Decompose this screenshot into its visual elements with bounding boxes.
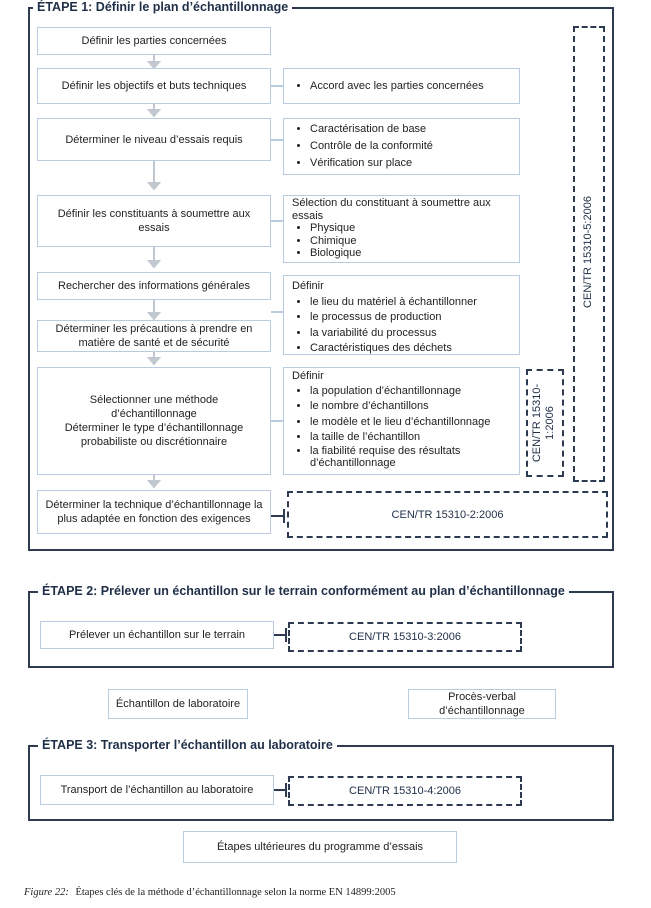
stage2-title: ÉTAPE 2: Prélever un échantillon sur le terrain conformément au plan d’échantillonnage [38, 584, 569, 598]
detail-item: • Chimique [310, 235, 511, 248]
detail-item: • le nombre d’échantillons [310, 399, 511, 414]
stage1-title: ÉTAPE 1: Définir le plan d’échantillonnage [33, 0, 292, 14]
figure-caption-text: Étapes clés de la méthode d’échantillonnage selon la norme EN 14899:2005 [75, 887, 396, 898]
final-step: Étapes ultérieures du programme d’essais [183, 831, 457, 863]
step-test-level: Déterminer le niveau d’essais requis [37, 118, 271, 161]
output-lab-sample: Échantillon de laboratoire [108, 689, 248, 719]
step-sampling-method [37, 367, 271, 475]
step-constituents: Définir les constituants à soumettre aux essais [37, 195, 271, 247]
step-define-objectives: Définir les objectifs et buts techniques [37, 68, 271, 104]
detail-intro: Définir [292, 280, 324, 292]
detail-item: • Caractérisation de base [310, 122, 511, 136]
connector-tick [271, 139, 283, 141]
ref-part4-connector-cap [285, 783, 287, 797]
detail-intro: Sélection du constituant à soumettre aux essais [292, 197, 491, 222]
detail-constituents [283, 195, 520, 263]
detail-item: • la fiabilité requise des résultats d’échantillonnage [310, 445, 511, 469]
step-sampling-type-label: Déterminer le type d’échantillonnage probabiliste ou discrétionnaire [64, 422, 244, 448]
ref-part4-box: CEN/TR 15310-4:2006 [288, 776, 522, 806]
detail-item: • la variabilité du processus [310, 326, 511, 342]
step-transport: Transport de l’échantillon au laboratoire [40, 775, 274, 805]
connector-tick [271, 420, 283, 422]
step-field-sampling: Prélever un échantillon sur le terrain [40, 621, 274, 649]
detail-item: • Contrôle de la conformité [310, 139, 511, 153]
ref-part5-label: CEN/TR 15310-5:2006 [582, 196, 594, 308]
detail-item: • Physique [310, 222, 511, 235]
step-define-parties: Définir les parties concernées [37, 27, 271, 55]
detail-item: • le processus de production [310, 310, 511, 326]
detail-item: • la taille de l’échantillon [310, 430, 511, 445]
detail-sampling-method [283, 367, 520, 475]
detail-item: • Caractéristiques des déchets [310, 341, 511, 357]
step-sampling-technique: Déterminer la technique d’échantillonnage la plus adaptée en fonction des exigences [37, 490, 271, 534]
ref-part3-connector-cap [285, 628, 287, 642]
connector-tick [271, 85, 283, 87]
detail-item: • Biologique [310, 247, 511, 260]
detail-item: • Accord avec les parties concernées [310, 79, 484, 93]
detail-test-level [283, 118, 520, 175]
ref-part3-box: CEN/TR 15310-3:2006 [288, 622, 522, 652]
figure-caption [24, 887, 396, 898]
detail-intro: Définir [292, 370, 324, 382]
figure-caption-label: Figure 22: [24, 887, 69, 898]
ref-part2-box: CEN/TR 15310-2:2006 [287, 491, 608, 538]
step-sampling-method-label: Sélectionner une méthode d’échantillonnage [89, 394, 219, 420]
step-health-safety: Déterminer les précautions à prendre en matière de santé et de sécurité [37, 320, 271, 352]
ref-part2-connector-cap [283, 509, 285, 523]
detail-objectives [283, 68, 520, 104]
connector-tick [271, 311, 283, 313]
detail-item: • le lieu du matériel à échantillonner [310, 295, 511, 311]
detail-general-info [283, 275, 520, 355]
stage3-title: ÉTAPE 3: Transporter l’échantillon au laboratoire [38, 738, 337, 752]
output-sampling-report: Procès-verbal d’échantillonnage [408, 689, 556, 719]
detail-item: • la population d’échantillonnage [310, 384, 511, 399]
connector-tick [271, 220, 283, 222]
detail-item: • Vérification sur place [310, 156, 511, 170]
detail-item: • le modèle et le lieu d’échantillonnage [310, 415, 511, 430]
step-general-info: Rechercher des informations générales [37, 272, 271, 300]
ref-part1-label: CEN/TR 15310-1:2006 [531, 383, 556, 463]
